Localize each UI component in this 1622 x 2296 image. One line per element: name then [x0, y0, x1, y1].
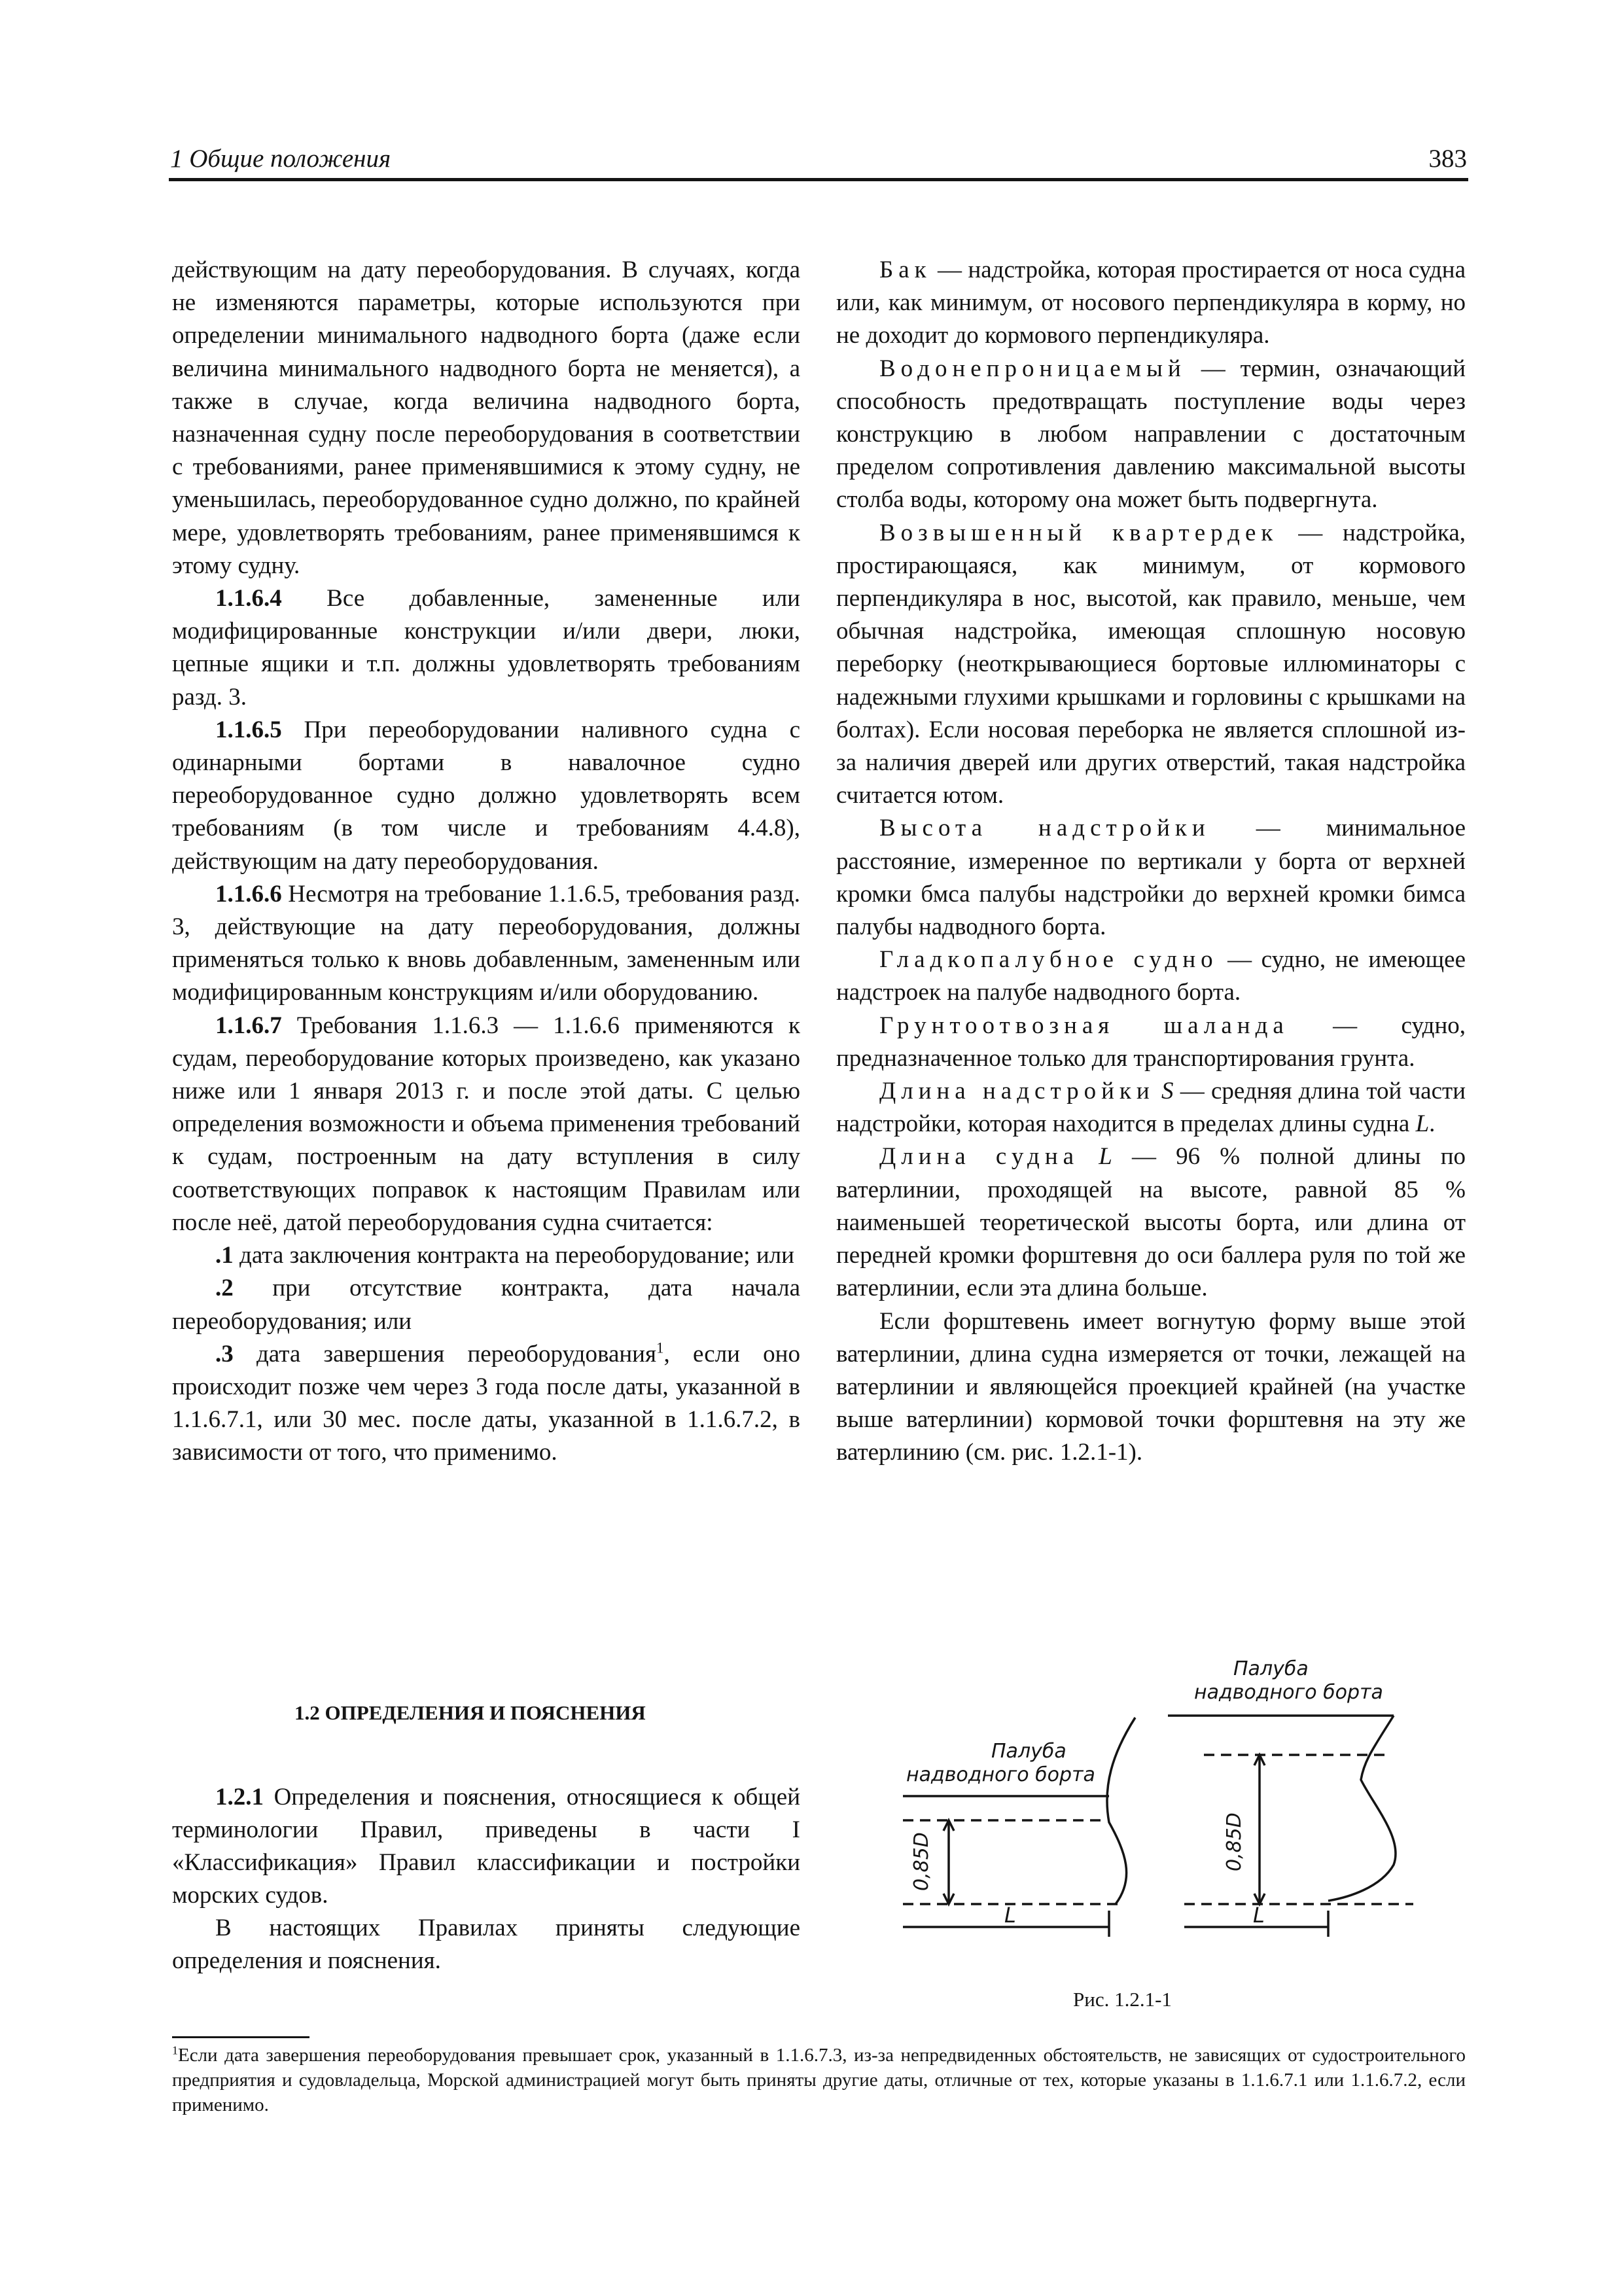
term: Гладкопалубное судно — [879, 946, 1218, 974]
list-text: , если оно происходит позже чем через 3 года после даты, указанной в 1.1.6.7.1, или 30 мес. после даты, указанной в 1.1.6.7.2, в зависимости от того, что применимо. — [172, 1340, 800, 1466]
right-deck-label-2: надводного борта — [1194, 1681, 1383, 1704]
figure-caption: Рис. 1.2.1-1 — [1073, 1988, 1172, 2011]
definition-hopper-barge — [836, 1010, 1466, 1075]
term: Высота надстройки — [879, 815, 1210, 842]
footnote-mark: 1 — [172, 2043, 178, 2057]
term: Водонепроницаемый — [879, 355, 1186, 382]
figure-ship-length-diagram — [877, 1649, 1439, 1956]
clause-number: 1.1.6.4 — [215, 585, 282, 612]
paragraph-stem-concave: Если форштевень имеет вогнутую форму выше этой ватерлинии, длина судна измеряется от точки, лежащей на ватерлинии и являющейся проекцией крайней (на участке выше ватерлинии) кормовой точки форштевня на эту же ватерлинию (см. рис. 1.2.1-1). — [836, 1307, 1466, 1466]
right-stem-outline — [1328, 1716, 1396, 1901]
definition-raised-quarterdeck — [836, 517, 1466, 813]
list-text: дата завершения переоборудования — [233, 1340, 656, 1368]
section-paragraph: В настоящих Правилах приняты следующие определения и пояснения. — [172, 1915, 800, 1974]
footnote-text: Если дата завершения переоборудования превышает срок, указанный в 1.1.6.7.3, из-за непредвиденных обстоятельств, не зависящих от судостроительного предприятия и судовладельца, Морской администрацией могут быть приняты другие даты, отличные от тех, которые указаны в 1.1.6.7.1 или 1.1.6.7.2, если применимо. — [172, 2045, 1466, 2115]
definition-text: — судно, не имеющее надстроек на палубе надводного борта. — [836, 946, 1466, 1006]
left-dim-label: 0,85D — [910, 1832, 933, 1891]
left-length-label: L — [1004, 1903, 1016, 1928]
definition-text: — минимальное расстояние, измеренное по вертикали у борта от верхней кромки бмса палубы надстройки до верхней кромки бимса палубы надводного борта. — [836, 815, 1466, 941]
clause-number: 1.2.1 — [215, 1784, 264, 1810]
clause-text: Требования 1.1.6.3 — 1.1.6.6 применяются к судам, переоборудование которых произведено, как указано ниже или 1 января 2013 г. и после этой даты. С целью определения возможности и объема применения требований к судам, построенным на дату вступления в силу соответствующих поправок к настоящим Правилам или после неё, датой переоборудования судна считается: — [172, 1012, 800, 1236]
right-column — [836, 254, 1466, 1470]
definition-text: — надстройка, простирающаяся, как минимум, от кормового перпендикуляра в нос, высотой, как правило, меньше, чем обычная надстройка, имеющая сплошную носовую переборку (неоткрывающиеся бортовые иллюминаторы с надежными глухими крышками и горловины с крышками на болтах). Если носовая переборка не является сплошной из-за наличия дверей или других отверстий, такая надстройка считается ютом. — [836, 519, 1466, 809]
list-item-3 — [172, 1338, 800, 1470]
symbol: L — [1415, 1110, 1430, 1138]
definition-superstructure-height — [836, 812, 1466, 944]
left-column — [172, 254, 800, 1470]
list-item-1 — [172, 1239, 800, 1272]
definition-text: — судно, предназначенное только для транспортирования грунта. — [836, 1012, 1466, 1072]
list-number: .2 — [215, 1275, 234, 1302]
clause-text: При переоборудовании наливного судна с одинарными бортами в навалочное судно переоборудованное судно должно удовлетворять всем требованиям (в том числе и требованиям 4.4.8), действующим на дату переоборудования. — [172, 716, 800, 875]
clause-text: Несмотря на требование 1.1.6.5, требования разд. 3, действующие на дату переоборудования, должны применяться только к вновь добавленным, замененным или модифицированным конструкциям и/или оборудованию. — [172, 880, 800, 1006]
footnote-rule — [172, 2036, 309, 2038]
clause-number: 1.1.6.7 — [215, 1012, 282, 1039]
clause-number: 1.1.6.5 — [215, 716, 282, 743]
clause-number: 1.1.6.6 — [215, 880, 282, 908]
clause-1-1-6-5 — [172, 714, 800, 878]
term: Возвышенный квартердек — [879, 519, 1278, 546]
term: Длина судна — [879, 1143, 1080, 1171]
clause-text: Определения и пояснения, относящиеся к общей терминологии Правил, приведены в части I «Классификация» Правил классификации и постройки морских судов. — [172, 1784, 800, 1909]
definition-text: — термин, означающий способность предотвращать поступление воды через конструкцию в любом направлении с достаточным пределом сопротивления давлению максимальной высоты столба воды, которому она может быть подвергнута. — [836, 355, 1466, 514]
list-number: .1 — [215, 1242, 234, 1269]
clause-1-1-6-4 — [172, 582, 800, 714]
clause-1-2-1 — [172, 1781, 800, 1912]
right-length-label: L — [1253, 1903, 1265, 1928]
clause-1-1-6-7 — [172, 1010, 800, 1239]
term: Длина надстройки — [879, 1078, 1155, 1105]
term: Бак — [879, 256, 932, 283]
section-title: 1.2 ОПРЕДЕЛЕНИЯ И ПОЯСНЕНИЯ — [294, 1701, 646, 1724]
definition-text: — 96 % полной длины по ватерлинии, проходящей на высоте, равной 85 % наименьшей теоретической высоты борта, или длина от передней кромки форштевня до оси баллера руля по той же ватерлинии, если эта длина больше. — [836, 1143, 1466, 1302]
paragraph-continuation: действующим на дату переоборудования. В случаях, когда не изменяются параметры, которые используются при определении минимального надводного борта (даже если величина минимального надводного борта не меняется), а также в случае, когда величина надводного борта, назначенная судну после переоборудования в соответствии с требованиями, ранее применявшимися к этому судну, не уменьшилась, переоборудованное судно должно, по крайней мере, удовлетворять требованиям, ранее применявшимся к этому судну. — [172, 256, 800, 579]
left-deck-label-1: Палуба — [991, 1740, 1067, 1763]
definition-text: — надстройка, которая простирается от носа судна или, как минимум, от носового перпендикуляра в корму, но не доходит до кормового перпендикуляра. — [836, 256, 1466, 349]
left-deck-label-2: надводного борта — [906, 1763, 1095, 1786]
definition-superstructure-length — [836, 1075, 1466, 1140]
definition-bak — [836, 254, 1466, 353]
definition-text: — средняя длина той части надстройки, которая находится в пределах длины судна — [836, 1078, 1466, 1138]
list-number: .3 — [215, 1340, 234, 1368]
list-item-2 — [172, 1272, 800, 1337]
term: Грунтоотвозная шаланда — [879, 1012, 1289, 1039]
clause-1-1-6-6 — [172, 878, 800, 1010]
definition-watertight — [836, 353, 1466, 517]
footnote — [172, 2043, 1466, 2117]
definition-flush-deck-ship — [836, 944, 1466, 1009]
right-dim-label: 0,85D — [1223, 1812, 1246, 1871]
clause-text: Все добавленные, замененные или модифицированные конструкции и/или двери, люки, цепные ящики и т.п. должны удовлетворять требованиям разд. 3. — [172, 585, 800, 711]
page-header — [170, 143, 1467, 179]
list-text: дата заключения контракта на переоборудование; или — [233, 1242, 794, 1269]
left-stem-outline — [1107, 1718, 1135, 1904]
definition-ship-length — [836, 1140, 1466, 1305]
definition-text: . — [1429, 1110, 1436, 1138]
right-deck-label-1: Палуба — [1233, 1657, 1309, 1680]
symbol: L — [1099, 1143, 1112, 1171]
running-title: 1 Общие положения — [170, 145, 391, 173]
header-rule — [169, 178, 1468, 181]
symbol: S — [1161, 1078, 1174, 1105]
section-body — [172, 1781, 800, 1977]
footnote-reference[interactable]: 1 — [656, 1339, 664, 1356]
page-number: 383 — [1428, 145, 1467, 173]
list-text: при отсутствие контракта, дата начала переоборудования; или — [172, 1275, 800, 1335]
